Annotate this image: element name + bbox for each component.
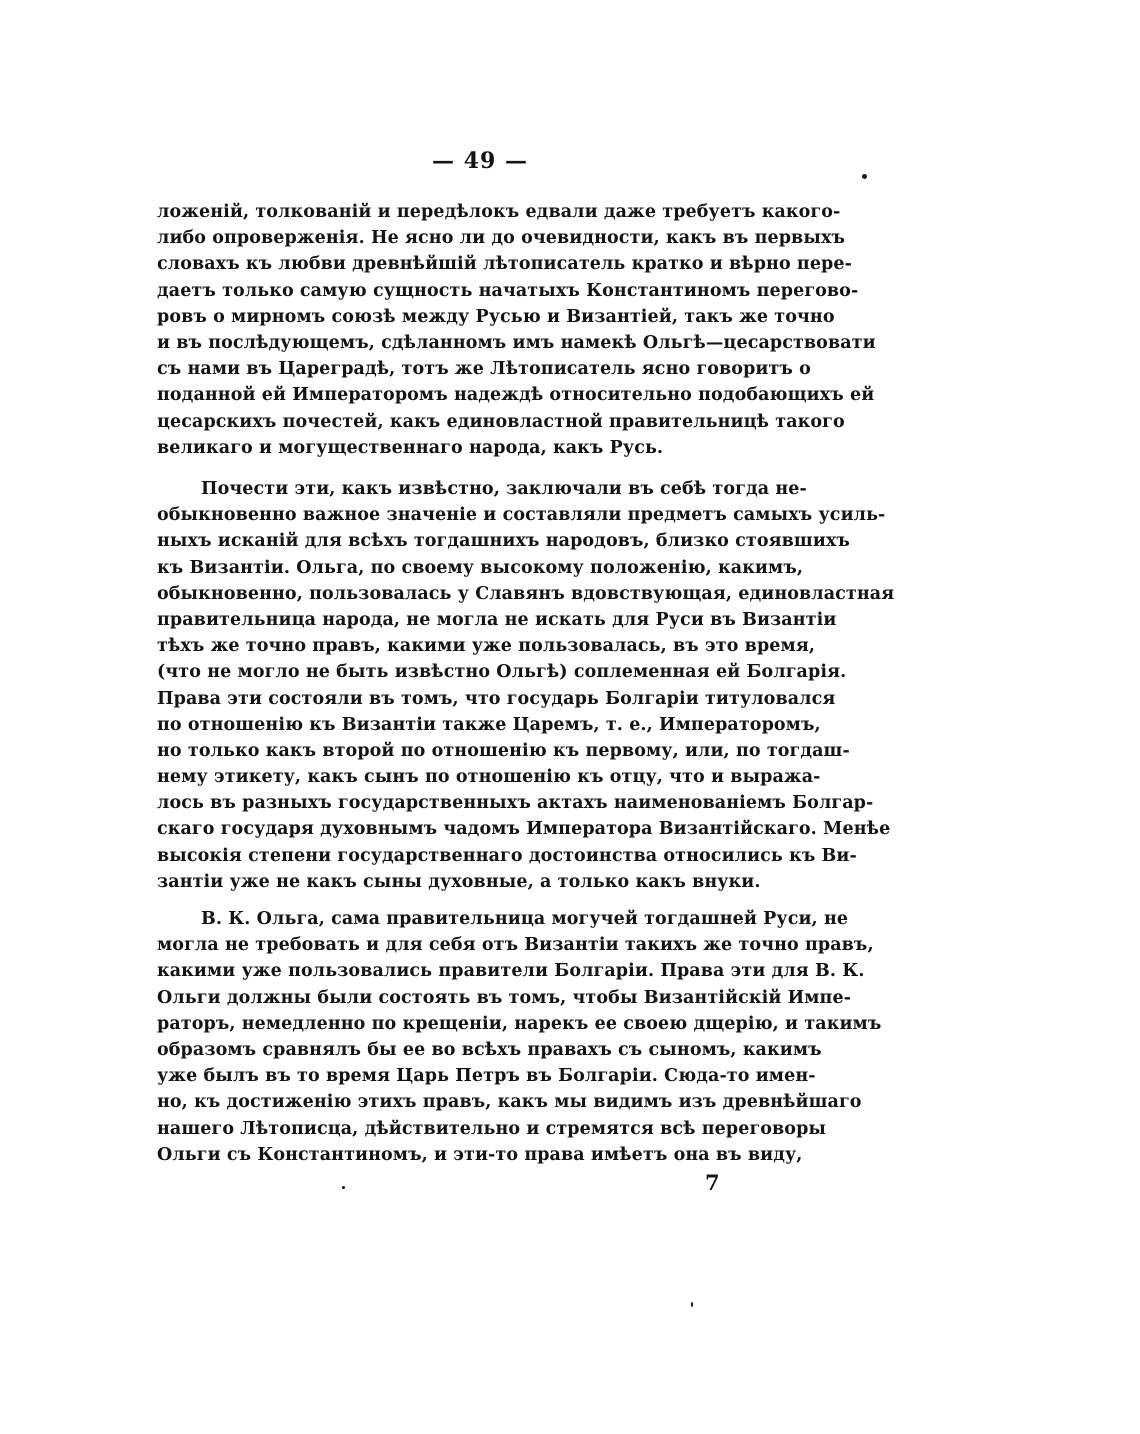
text-line: съ нами въ Цареградѣ, тотъ же Лѣтописатель ясно говоритъ о [157, 359, 811, 380]
text-line: В. К. Ольга, сама правительница могучей тогдашней Руси, не [201, 909, 849, 929]
text-line: образомъ сравнялъ бы ее во всѣхъ правахъ съ сыномъ, какимъ [157, 1039, 822, 1060]
text-line: высокія степени государственнаго достоинства относились къ Ви- [157, 845, 857, 866]
text-line: правительница народа, не могла не искать для Руси въ Византіи [157, 609, 837, 630]
text-line: какими уже пользовались правители Болгаріи. Права эти для В. К. [157, 961, 865, 982]
text-line: либо опроверженія. Не ясно ли до очевидности, какъ въ первыхъ [157, 228, 846, 249]
text-line: лось въ разныхъ государственныхъ актахъ наименованіемъ Болгар- [157, 793, 874, 814]
text-line: Ольги должны были состоять въ томъ, чтобы Византійскій Импе- [157, 987, 852, 1008]
text-line: но, къ достиженію этихъ правъ, какъ мы видимъ изъ древнѣйшаго [157, 1092, 862, 1113]
text-line: по отношенію къ Византіи также Царемъ, т. е., Императоромъ, [157, 714, 821, 735]
text-line: обыкновенно важное значеніе и составляли предметъ самыхъ усиль- [157, 505, 886, 526]
text-line: ровъ о мирномъ союзѣ между Русью и Византіей, такъ же точно [157, 306, 835, 327]
text-line: нему этикету, какъ сынъ по отношенію къ отцу, что и выража- [157, 767, 821, 788]
text-line: ныхъ исканій для всѣхъ тогдашнихъ народовъ, близко стоявшихъ [157, 531, 850, 552]
text-line: Почести эти, какъ извѣстно, заключали въ себѣ тогда не- [201, 479, 807, 499]
text-line: ложеній, толкованій и передѣлокъ едвали даже требуетъ какого- [157, 202, 841, 222]
paragraph-1 [157, 199, 876, 461]
text-line: зантіи уже не какъ сыны духовные, а только какъ внуки. [157, 871, 761, 892]
page-number: — 49 — [432, 148, 528, 174]
ink-speck [691, 1302, 693, 1307]
text-line: даетъ только самую сущность начатыхъ Константиномъ перегово- [157, 280, 859, 301]
ink-speck [342, 1186, 345, 1189]
text-line: поданной ей Императоромъ надеждѣ относительно подобающихъ ей [157, 385, 875, 406]
text-line: къ Византіи. Ольга, по своему высокому положенію, какимъ, [157, 557, 804, 578]
text-line: скаго государя духовнымъ чадомъ Императора Византійскаго. Менѣе [157, 819, 891, 840]
ink-speck [862, 174, 867, 179]
text-line: цесарскихъ почестей, какъ единовластной правительницѣ такого [157, 411, 845, 432]
text-line: раторъ, немедленно по крещеніи, нарекъ ее своею дщерію, и такимъ [157, 1013, 882, 1034]
text-line: нашего Лѣтописца, дѣйствительно и стремятся всѣ переговоры [157, 1118, 827, 1139]
text-line: словахъ къ любви древнѣйшій лѣтописатель кратко и вѣрно пере- [157, 254, 852, 275]
text-line: уже былъ въ то время Царь Петръ въ Болгаріи. Сюда-то имен- [157, 1066, 816, 1087]
text-line: Права эти состояли въ томъ, что государь Болгаріи титуловался [157, 688, 836, 709]
paragraph-3 [157, 906, 882, 1168]
signature-mark: 7 [705, 1170, 720, 1195]
text-line: (что не могло не быть извѣстно Ольгѣ) соплеменная ей Болгарія. [157, 662, 847, 683]
text-line: тѣхъ же точно правъ, какими уже пользовалась, въ это время, [157, 636, 816, 657]
text-line: обыкновенно, пользовалась у Славянъ вдовствующая, единовластная [157, 583, 895, 604]
text-line: могла не требовать и для себя отъ Византіи такихъ же точно правъ, [157, 935, 874, 956]
text-line: Ольги съ Константиномъ, и эти-то права имѣетъ она въ виду, [157, 1144, 803, 1165]
text-line: и въ послѣдующемъ, сдѣланномъ имъ намекѣ Ольгѣ—цесарствовати [157, 332, 876, 353]
text-line: великаго и могущественнаго народа, какъ Русь. [157, 437, 664, 458]
paragraph-2 [157, 476, 895, 895]
text-line: но только какъ второй по отношенію къ первому, или, по тогдаш- [157, 740, 850, 761]
